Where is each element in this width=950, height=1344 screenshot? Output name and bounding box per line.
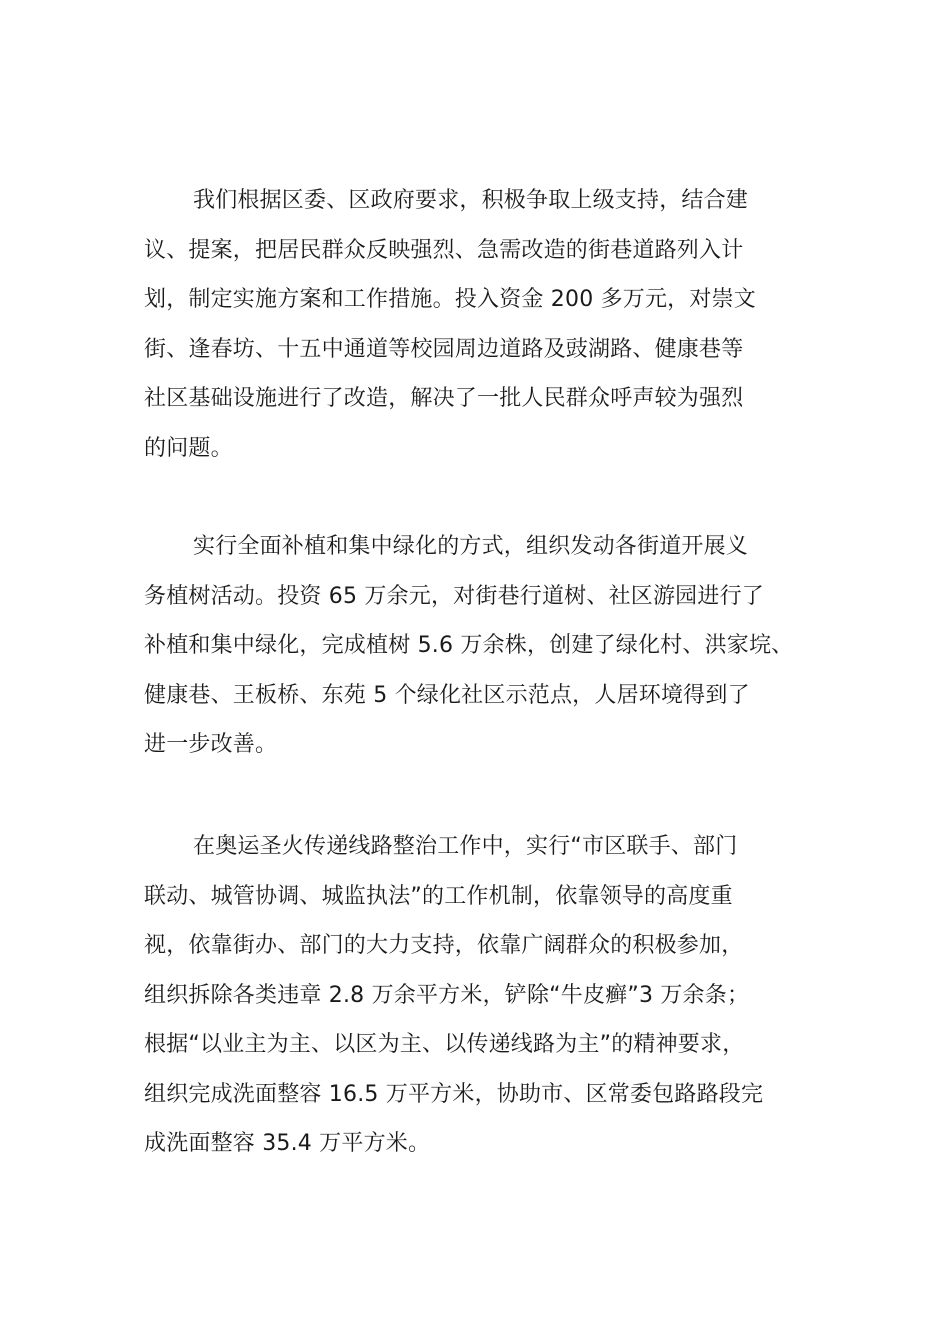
paragraph-line: 进一步改善。	[144, 732, 278, 757]
paragraph-line: 划，制定实施方案和工作措施。投入资金 200 多万元，对崇文	[144, 287, 756, 312]
paragraph-olympic-route	[144, 822, 834, 1169]
paragraph-line: 联动、城管协调、城监执法”的工作机制，依靠领导的高度重	[144, 883, 733, 909]
paragraph-line: 组织拆除各类违章 2.8 万余平方米，铲除“牛皮癣”3 万余条；	[144, 982, 750, 1008]
paragraph-line: 组织完成洗面整容 16.5 万平方米，协助市、区常委包路路段完	[144, 1081, 764, 1107]
paragraph-line: 务植树活动。投资 65 万余元，对街巷行道树、社区游园进行了	[144, 583, 764, 609]
paragraph-street-renovation	[144, 176, 834, 473]
paragraph-line: 我们根据区委、区政府要求，积极争取上级支持，结合建	[193, 188, 749, 213]
paragraph-line: 在奥运圣火传递线路整治工作中，实行“市区联手、部门	[193, 834, 738, 859]
paragraph-line: 街、逢春坊、十五中通道等校园周边道路及豉湖路、健康巷等	[144, 336, 744, 362]
paragraph-line: 的问题。	[144, 435, 233, 461]
paragraph-line: 根据“以业主为主、以区为主、以传递线路为主”的精神要求，	[144, 1032, 745, 1057]
paragraph-line: 健康巷、王板桥、东苑 5 个绿化社区示范点，人居环境得到了	[144, 682, 750, 708]
paragraph-line: 实行全面补植和集中绿化的方式，组织发动各街道开展义	[193, 534, 749, 559]
paragraph-line: 社区基础设施进行了改造，解决了一批人民群众呼声较为强烈	[144, 386, 744, 411]
paragraph-line: 成洗面整容 35.4 万平方米。	[144, 1131, 431, 1156]
paragraph-line: 补植和集中绿化，完成植树 5.6 万余株，创建了绿化村、洪家垸、	[144, 633, 794, 658]
paragraph-greening	[144, 522, 834, 770]
paragraph-line: 视，依靠街办、部门的大力支持，依靠广阔群众的积极参加，	[144, 933, 744, 958]
paragraph-line: 议、提案，把居民群众反映强烈、急需改造的街巷道路列入计	[144, 237, 744, 263]
